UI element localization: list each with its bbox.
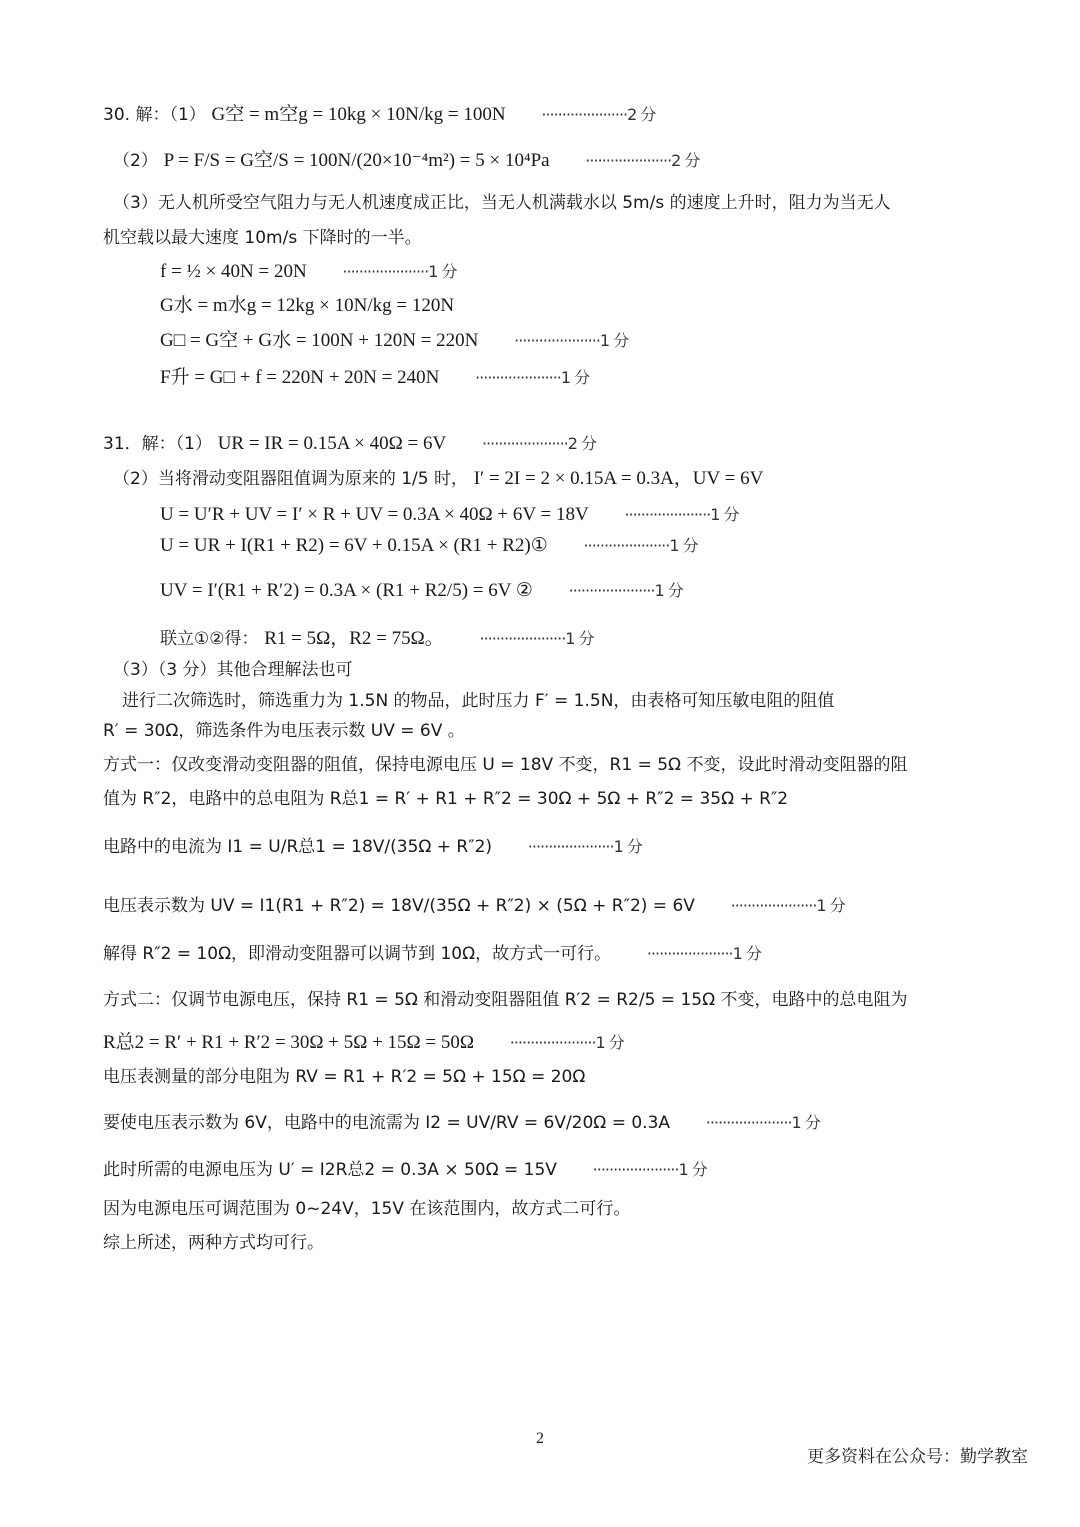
q31-line-4: U = UR + I(R1 + R2) = 6V + 0.15A × (R1 + R2)① ·····················1 分 [160,535,698,556]
q31-line-19: 此时所需的电源电压为 U′ = I2R总2 = 0.3A × 50Ω = 15V ·····················1 分 [103,1160,707,1180]
page-number: 2 [536,1430,544,1447]
q31-line-5: UV = I′(R1 + R′2) = 0.3A × (R1 + R2/5) = 6V ② ·····················1 分 [160,580,683,601]
q31-line-17: 电压表测量的部分电阻为 RV = R1 + R′2 = 5Ω + 15Ω = 20Ω [103,1067,586,1087]
q31-line-13: 电压表示数为 UV = I1(R1 + R″2) = 18V/(35Ω + R″2) × (5Ω + R″2) = 6V ·····················1 分 [103,896,845,916]
q31-line-3: U = U′R + UV = I′ × R + UV = 0.3A × 40Ω + 6V = 18V ·····················1 分 [160,504,739,525]
q30-line-6: G水 = m水g = 12kg × 10N/kg = 120N [160,295,455,316]
q31-line-9: R′ = 30Ω，筛选条件为电压表示数 UV = 6V 。 [103,721,465,741]
q31-line-15: 方式二：仅调节电源电压，保持 R1 = 5Ω 和滑动变阻器阻值 R′2 = R2/5 = 15Ω 不变，电路中的总电阻为 [103,990,908,1010]
q31-line-21: 综上所述，两种方式均可行。 [103,1233,324,1253]
q31-line-20: 因为电源电压可调范围为 0~24V，15V 在该范围内，故方式二可行。 [103,1199,631,1219]
footer-note: 更多资料在公众号：勤学教室 [807,1447,1028,1467]
q31-line-10: 方式一：仅改变滑动变阻器的阻值，保持电源电压 U = 18V 不变，R1 = 5Ω 不变，设此时滑动变阻器的阻 [103,755,908,775]
q30-line-1: 30. 解：（1） G空 = m空g = 10kg × 10N/kg = 100N ·····················2 分 [103,104,656,125]
q31-line-6: 联立①②得： R1 = 5Ω，R2 = 75Ω。 ·····················1 分 [160,628,594,649]
q31-line-11: 值为 R″2，电路中的总电阻为 R总1 = R′ + R1 + R″2 = 30Ω + 5Ω + R″2 = 35Ω + R″2 [103,789,789,809]
q31-line-7: （3）（3 分）其他合理解法也可 [113,660,353,680]
q31-line-14: 解得 R″2 = 10Ω，即滑动变阻器可以调节到 10Ω，故方式一可行。 ·····················1 分 [103,944,761,964]
q31-line-2: （2）当将滑动变阻器阻值调为原来的 1/5 时， I′ = 2I = 2 × 0.15A = 0.3A，UV = 6V [113,468,764,489]
q31-line-12: 电路中的电流为 I1 = U/R总1 = 18V/(35Ω + R″2) ·····················1 分 [103,837,642,857]
q30-line-2: （2） P = F/S = G空/S = 100N/(20×10⁻⁴m²) = 5 × 10⁴Pa ·····················2 分 [113,150,700,171]
q30-line-5: f = ½ × 40N = 20N ·····················1 分 [160,261,457,282]
q30-line-7: G□ = G空 + G水 = 100N + 120N = 220N ·····················1 分 [160,330,629,351]
q30-line-3: （3）无人机所受空气阻力与无人机速度成正比，当无人机满载水以 5m/s 的速度上升时，阻力为当无人 [113,193,891,213]
q31-line-18: 要使电压表示数为 6V，电路中的电流需为 I2 = UV/RV = 6V/20Ω = 0.3A ·····················1 分 [103,1113,820,1133]
q30-line-4: 机空载以最大速度 10m/s 下降时的一半。 [103,228,422,248]
q30-line-8: F升 = G□ + f = 220N + 20N = 240N ·····················1 分 [160,367,590,388]
q31-line-8: 进行二次筛选时，筛选重力为 1.5N 的物品，此时压力 F′ = 1.5N，由表格可知压敏电阻的阻值 [122,691,835,711]
q31-line-1: 31．解：（1） UR = IR = 0.15A × 40Ω = 6V ·····················2 分 [103,433,597,454]
q31-line-16: R总2 = R′ + R1 + R′2 = 30Ω + 5Ω + 15Ω = 50Ω ·····················1 分 [103,1032,624,1053]
